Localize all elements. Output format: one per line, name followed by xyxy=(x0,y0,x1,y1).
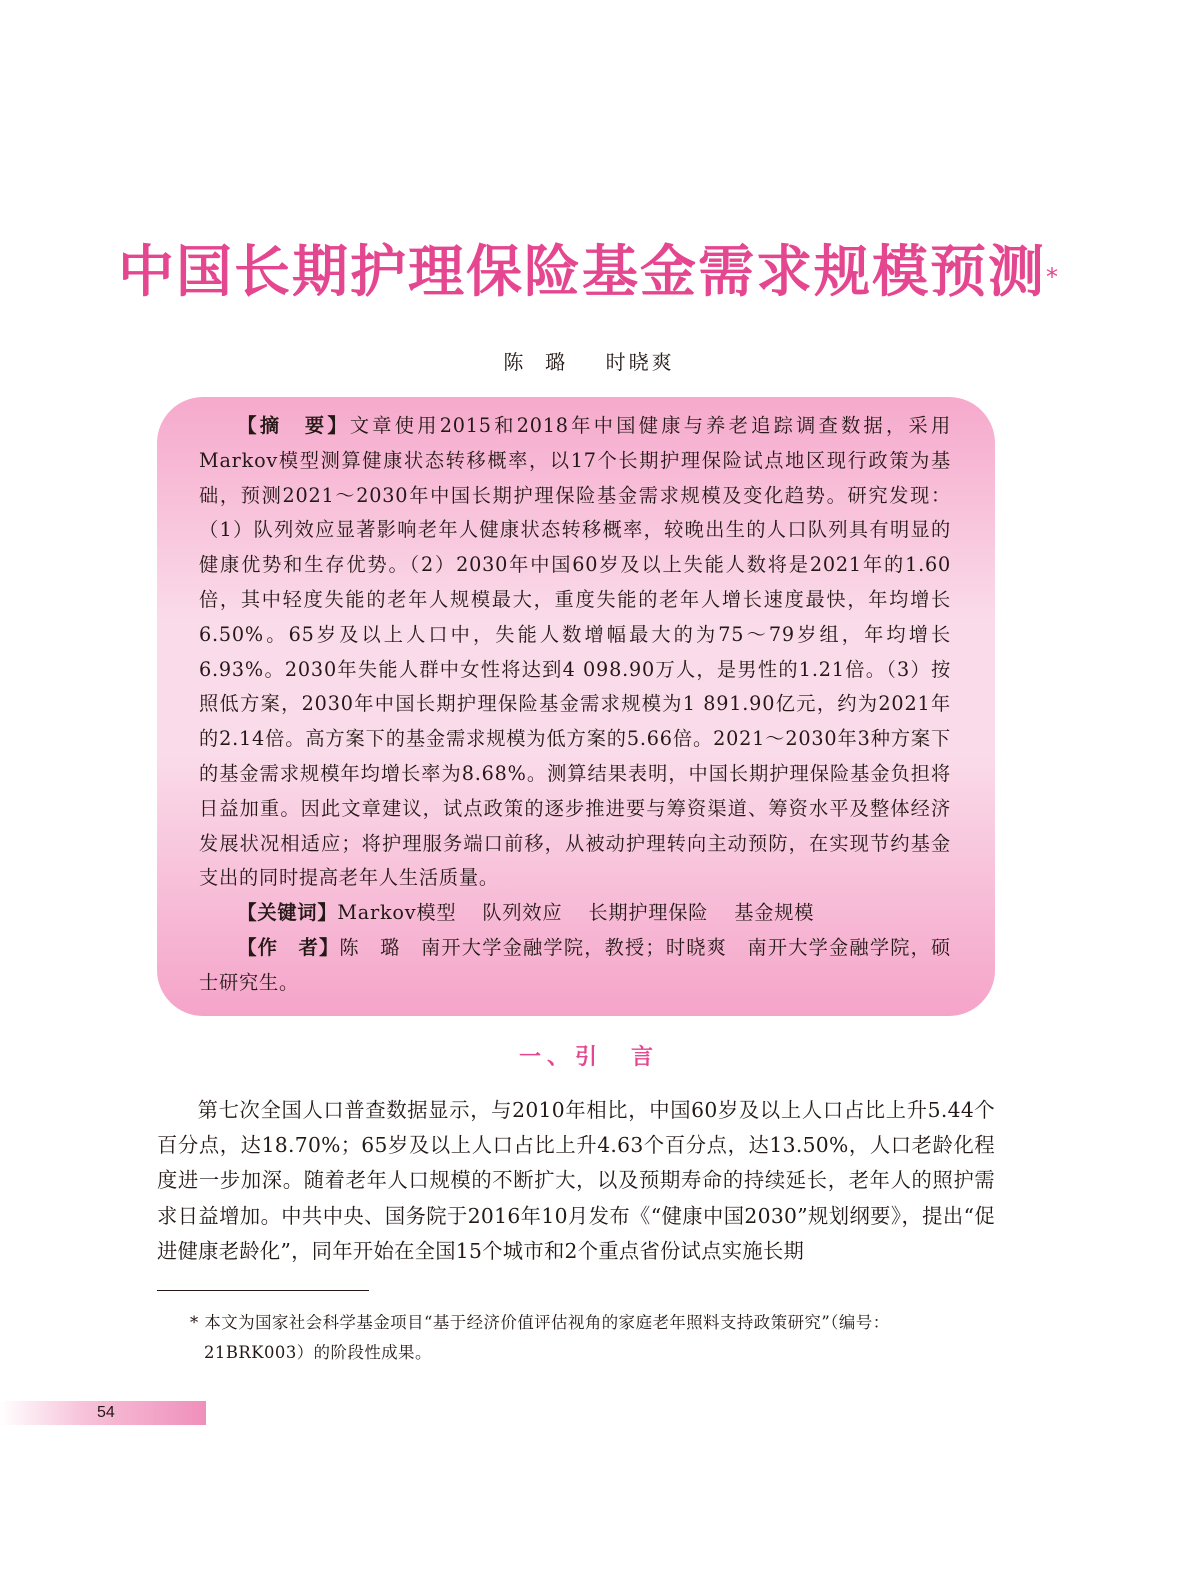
footnote xyxy=(190,1308,995,1368)
abstract-text: 文章使用2015和2018年中国健康与养老追踪调查数据，采用Markov模型测算健康状态转移概率，以17个长期护理保险试点地区现行政策为基础，预测2021～2030年中国长期护理保险基金需求规模及变化趋势。研究发现：（1）队列效应显著影响老年人健康状态转移概率，较晚出生的人口队列具有明显的健康优势和生存优势。（2）2030年中国60岁及以上失能人数将是2021年的1.60倍，其中轻度失能的老年人规模最大，重度失能的老年人增长速度最快，年均增长6.50%。65岁及以上人口中，失能人数增幅最大的为75～79岁组，年均增长6.93%。2030年失能人群中女性将达到4 098.90万人，是男性的1.21倍。（3）按照低方案，2030年中国长期护理保险基金需求规模为1 891.90亿元，约为2021年的2.14倍。高方案下的基金需求规模为低方案的5.66倍。2021～2030年3种方案下的基金需求规模年均增长率为8.68%。测算结果表明，中国长期护理保险基金负担将日益加重。因此文章建议，试点政策的逐步推进要与筹资渠道、筹资水平及整体经济发展状况相适应；将护理服务端口前移，从被动护理转向主动预防，在实现节约基金支出的同时提高老年人生活质量。 xyxy=(199,414,951,890)
section-heading: 一、引 言 xyxy=(518,1045,659,1070)
author-info-paragraph xyxy=(199,931,951,1001)
title-text: 中国长期护理保险基金需求规模预测 xyxy=(118,240,1046,305)
keywords-label: 【关键词】 xyxy=(237,901,338,925)
footnote-line-1: 本文为国家社会科学基金项目“基于经济价值评估视角的家庭老年照料支持政策研究”（编号： xyxy=(204,1313,890,1332)
abstract-box xyxy=(157,397,995,1016)
abstract-label: 【摘 要】 xyxy=(237,414,350,437)
author-info-label: 【作 者】 xyxy=(237,935,340,959)
footnote-marker: * xyxy=(190,1313,199,1332)
keyword: 基金规模 xyxy=(734,901,815,925)
keyword: 队列效应 xyxy=(482,901,563,925)
keywords-paragraph xyxy=(199,896,951,931)
footnote-line-2: 21BRK003）的阶段性成果。 xyxy=(204,1343,432,1362)
keyword: Markov模型 xyxy=(337,901,457,925)
author-info-text: 陈 璐 南开大学金融学院，教授；时晓爽 南开大学金融学院，硕士研究生。 xyxy=(199,935,952,994)
abstract-paragraph xyxy=(199,409,951,896)
article-title xyxy=(0,238,1178,308)
footnote-divider xyxy=(157,1290,369,1291)
author-names: 陈 璐 时晓爽 xyxy=(503,350,675,374)
title-footnote-marker: * xyxy=(1046,263,1060,291)
page-number: 54 xyxy=(97,1404,115,1421)
keyword: 长期护理保险 xyxy=(588,901,709,925)
body-paragraph: 第七次全国人口普查数据显示，与2010年相比，中国60岁及以上人口占比上升5.44个百分点，达18.70%；65岁及以上人口占比上升4.63个百分点，达13.50%，人口老龄化程度进一步加深。随着老年人口规模的不断扩大，以及预期寿命的持续延长，老年人的照护需求日益增加。中共中央、国务院于2016年10月发布《“健康中国2030”规划纲要》，提出“促进健康老龄化”，同年开始在全国15个城市和2个重点省份试点实施长期 xyxy=(157,1098,995,1263)
